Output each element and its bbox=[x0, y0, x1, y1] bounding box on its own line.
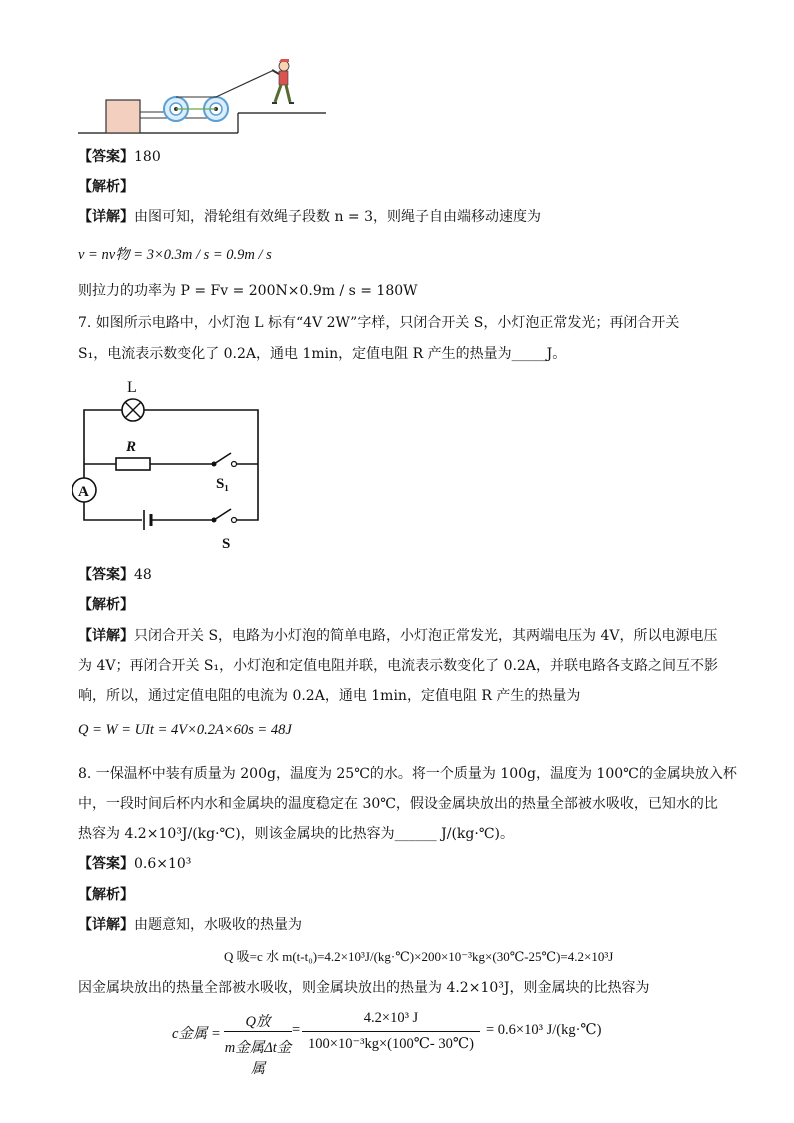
battery-symbol bbox=[144, 510, 151, 530]
answer-label: 【答案】 bbox=[78, 149, 134, 165]
resistor-label: R bbox=[126, 439, 137, 455]
detail-line-2: 为 4V；再闭合开关 S₁，小灯泡和定值电阻并联，电流表示数变化了 0.2A，并联电路各支路之间互不影 bbox=[78, 658, 718, 674]
analysis-label: 【解析】 bbox=[78, 887, 134, 903]
detail-label: 【详解】 bbox=[78, 209, 134, 225]
lamp-symbol bbox=[122, 399, 144, 421]
answer-value: 180 bbox=[134, 149, 161, 165]
switch-s-label: S bbox=[222, 536, 231, 552]
question-8-line-1: 8. 一保温杯中装有质量为 200g，温度为 25℃的水。将一个质量为 100g，温度为 100℃的金属块放入杯 bbox=[78, 766, 737, 782]
fraction-1-denominator: m金属Δt金属 bbox=[224, 1040, 292, 1077]
fraction-2-denominator: 100×10⁻³kg×(100℃- 30℃) bbox=[308, 1036, 474, 1052]
rope bbox=[216, 70, 274, 97]
velocity-equation: v = nv物 = 3×0.3m / s = 0.9m / s bbox=[78, 247, 272, 263]
question-7-line-2: S₁，电流表示数变化了 0.2A，通电 1min，定值电阻 R 产生的热量为_____J。 bbox=[78, 346, 567, 362]
question-7-line-1: 7. 如图所示电路中，小灯泡 L 标有“4V 2W”字样，只闭合开关 S，小灯泡正常发光；再闭合开关 bbox=[78, 315, 680, 331]
absorbed-heat-equation: Q 吸=c 水 m(t-t₀)=4.2×10³J/(kg·℃)×200×10⁻³kg×(30℃-25℃)=4.2×10³J bbox=[224, 949, 614, 964]
equals-sign: = bbox=[292, 1022, 301, 1038]
specific-heat-symbol: c金属 = bbox=[172, 1026, 221, 1042]
detail-line-3: 响，所以，通过定值电阻的电流为 0.2A，通电 1min，定值电阻 R 产生的热量为 bbox=[78, 688, 581, 704]
switch-s bbox=[212, 509, 237, 523]
detail-text-2: 因金属块放出的热量全部被水吸收，则金属块放出的热量为 4.2×10³J，则金属块的比热容为 bbox=[78, 980, 650, 996]
fraction-2-bar bbox=[302, 1031, 480, 1032]
detail-label: 【详解】 bbox=[78, 917, 134, 933]
switch-s1 bbox=[212, 453, 237, 467]
question-8-line-3: 热容为 4.2×10³J/(kg·℃)，则该金属块的比热容为______ J/(kg·℃)。 bbox=[78, 826, 514, 842]
switch-s1-label: S₁ bbox=[216, 476, 229, 492]
circuit-diagram bbox=[72, 374, 272, 554]
heat-equation: Q = W = UIt = 4V×0.2A×60s = 48J bbox=[78, 722, 292, 738]
pulley-illustration bbox=[76, 56, 336, 136]
question-8-line-2: 中，一段时间后杯内水和金属块的温度稳定在 30℃，假设金属块放出的热量全部被水吸收，已知水的比 bbox=[78, 796, 718, 812]
detail-text: 由图可知，滑轮组有效绳子段数 n = 3，则绳子自由端移动速度为 bbox=[134, 209, 542, 225]
resistor-symbol bbox=[116, 458, 150, 470]
answer-label: 【答案】 bbox=[78, 567, 134, 583]
lamp-label: L bbox=[127, 379, 137, 396]
answer-value: 48 bbox=[134, 567, 152, 583]
answer-label: 【答案】 bbox=[78, 856, 134, 872]
detail-label: 【详解】 bbox=[78, 628, 134, 644]
analysis-label: 【解析】 bbox=[78, 597, 134, 613]
detail-text: 由题意知，水吸收的热量为 bbox=[134, 917, 302, 933]
fraction-1-bar bbox=[224, 1031, 292, 1032]
fraction-2-numerator: 4.2×10³ J bbox=[363, 1010, 419, 1026]
analysis-label: 【解析】 bbox=[78, 179, 134, 195]
power-text: 则拉力的功率为 P = Fv = 200N×0.9m / s = 180W bbox=[78, 283, 418, 299]
ammeter-label: A bbox=[78, 484, 89, 500]
detail-line-1: 只闭合开关 S，电路为小灯泡的简单电路，小灯泡正常发光，其两端电压为 4V，所以电源电压 bbox=[134, 628, 718, 644]
fraction-1-numerator: Q放 bbox=[245, 1014, 271, 1030]
answer-value: 0.6×10³ bbox=[134, 856, 192, 872]
block bbox=[106, 100, 140, 133]
person-pulling bbox=[272, 59, 294, 103]
specific-heat-result: = 0.6×10³ J/(kg·℃) bbox=[486, 1022, 602, 1038]
